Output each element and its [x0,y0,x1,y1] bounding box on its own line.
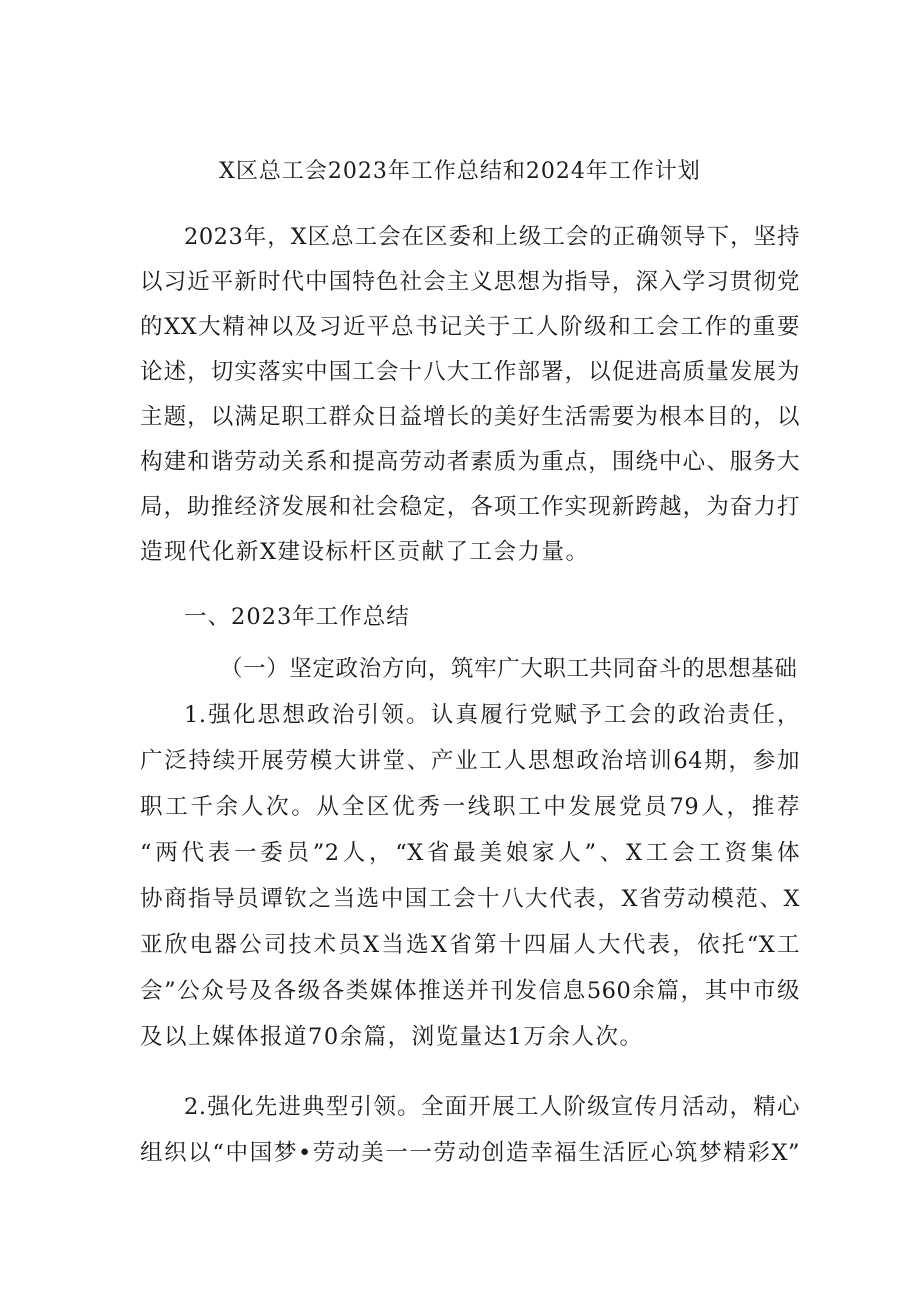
item2-line-1: 2.强化先进典型引领。全面开展工人阶级宣传月活动，精心 [184,1094,800,1120]
intro-line-1: 2023年，X区总工会在区委和上级工会的正确领导下，坚持 [184,224,800,250]
intro-line-6: 构建和谐劳动关系和提高劳动者素质为重点，围绕中心、服务大 [140,449,800,475]
item1-line-4: “两代表一委员”2人，“X省最美娘家人”、X工会工资集体 [140,840,800,866]
intro-line-5: 主题，以满足职工群众日益增长的美好生活需要为根本目的，以 [140,404,800,430]
section-heading: 一、2023年工作总结 [184,604,410,630]
item1-line-7: 会”公众号及各级各类媒体推送并刊发信息560余篇，其中市级 [140,978,800,1004]
subsection-heading: （一）坚定政治方向，筑牢广大职工共同奋斗的思想基础 [220,656,798,682]
item1-line-1: 1.强化思想政治引领。认真履行党赋予工会的政治责任， [184,702,800,728]
intro-line-2: 以习近平新时代中国特色社会主义思想为指导，深入学习贯彻党 [140,269,800,295]
item1-line-8: 及以上媒体报道70余篇，浏览量达1万余人次。 [140,1024,644,1050]
intro-line-8: 造现代化新X建设标杆区贡献了工会力量。 [140,539,590,565]
intro-line-7: 局，助推经济发展和社会稳定，各项工作实现新跨越，为奋力打 [140,494,800,520]
document-title: X区总工会2023年工作总结和2024年工作计划 [219,159,701,184]
item2-line-2: 组织以“中国梦•劳动美一一劳动创造幸福生活匠心筑梦精彩X” [140,1140,800,1166]
intro-line-3: 的XX大精神以及习近平总书记关于工人阶级和工会工作的重要 [140,314,800,340]
intro-line-4: 论述，切实落实中国工会十八大工作部署，以促进高质量发展为 [140,359,800,385]
item1-line-5: 协商指导员谭钦之当选中国工会十八大代表，X省劳动模范、X [140,886,800,912]
item1-line-6: 亚欣电器公司技术员X当选X省第十四届人大代表，依托“X工 [140,932,800,958]
item1-line-3: 职工千余人次。从全区优秀一线职工中发展党员79人，推荐 [140,794,800,820]
item1-line-2: 广泛持续开展劳模大讲堂、产业工人思想政治培训64期，参加 [140,748,800,774]
